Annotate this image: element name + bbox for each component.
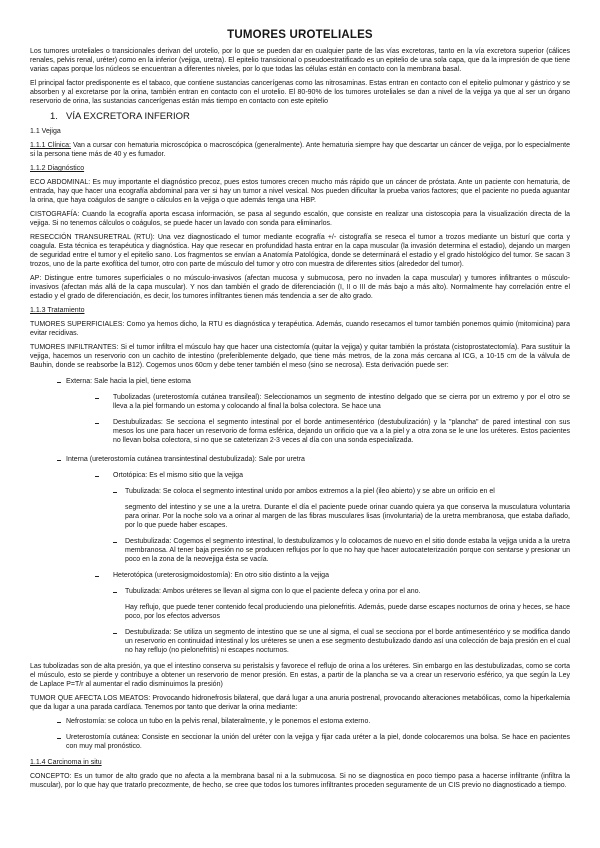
destubulizadas-text: Se secciona el segmento intestinal por el borde antimesentérico (destubulización) y la "plancha" de pared intestinal con sus mesos los une para hacer un reservorio de forma esférica, dejando un orificio que va a la piel y a otra zona se le une los uréteres. Estos pacientes no llevan bolsa colectora, si no que se cateterizan 2-3 veces al día con una sonda especializada.: [113, 419, 570, 444]
destubulizadas-label: Destubulizadas:: [113, 419, 163, 426]
orto-tubulizada-label: Tubulizada:: [125, 488, 161, 495]
eco-text: Es muy importante el diagnóstico precoz, pues estos tumores crecen mucho más rápido que un cáncer de próstata. Ante un paciente con hematuria, de entrada, hay que hacer una ecografía abdominal para ver si hay un tumor a nivel vesical. Nos pueden dificultar la prueba varios factores; que el paciente no pueda aguantar la orina, que haya coágulos de sangre o cálculos en la vejiga o que además tenga una HBP.: [30, 179, 571, 204]
orto-destubulizada-text: Cogemos el segmento intestinal, lo destubulizamos y lo colocamos de nuevo en el sitio donde estaba la vejiga unida a la uretra membranosa. Al tener baja presión no se producen reflujos por lo que no hay que hacer autocateterización porque con sentarse y presionar un poco en la zona de la neovejiga ésta se vacía.: [125, 538, 570, 563]
cistografia-text: Cuando la ecografía aporta escasa información, se pasa al segundo escalón, que consiste en realizar una cistoscopia para la visualización directa de la vejiga. Si no tenemos cálculos o coágulos, se puede hacer un lavado con sonda para eliminarlos.: [30, 211, 570, 227]
rtu-label: RESECCIÓN TRANSURETRAL (RTU):: [30, 234, 155, 241]
rtu-paragraph: [30, 233, 570, 269]
list-item-externa: [30, 377, 570, 386]
list-item-interna: [30, 455, 570, 464]
list-item-ureterostomia: [30, 733, 570, 751]
externa-label: Externa:: [66, 378, 93, 385]
heterotopica-text: En otro sitio distinto a la vejiga: [234, 572, 329, 579]
hetero-tubulizada-text: Ambos uréteres se llevan al sigma con lo que el paciente defeca y orina por el ano.: [162, 588, 421, 595]
meatos-text: Provocando hidronefrosis bilateral, que dará lugar a una anuria postrenal, provocando alteraciones metabólicas, como la hiperkalemia que da lugar a una parada cardíaca. Tenemos por tanto que derivar la orina mediante:: [30, 695, 571, 711]
meatos-label: TUMOR QUE AFECTA LOS MEATOS:: [30, 695, 151, 702]
subsection-heading-vejiga: 1.1 Vejiga: [30, 128, 61, 135]
concepto-label: CONCEPTO:: [30, 773, 72, 780]
ap-paragraph: [30, 274, 570, 301]
clinica-label: 1.1.1 Clínica:: [30, 142, 71, 149]
superficiales-label: TUMORES SUPERFICIALES:: [30, 321, 125, 328]
eco-paragraph: [30, 178, 570, 205]
concepto-paragraph: [30, 772, 570, 790]
heterotopica-label: Heterotópica (ureterosigmoidostomía):: [113, 572, 233, 579]
list-item-heterotopica-tubulizada-continuation: Hay reflujo, que puede tener contenido fecal produciendo una pielonefritis. Además, puede darse escapes nocturnos de orina y heces, se hace poco, por los efectos adversos: [125, 604, 570, 620]
document-title: TUMORES UROTELIALES: [227, 29, 373, 41]
list-item-nefrostomia: [30, 717, 570, 726]
list-item-ortotopica-tubulizada-continuation: segmento del intestino y se une a la uretra. Durante el día el paciente puede orinar cuando quiera ya que conserva la musculatura voluntaria para orinar. Por la noche solo va a orinar al margen de las fibras musculares lisas (involuntaria) de la uretra membranosa, que estaba dañado, por lo que puede haber escapes.: [125, 504, 570, 529]
ortotopica-text: Es el mismo sitio que la vejiga: [149, 472, 243, 479]
concepto-text: Es un tumor de alto grado que no afecta a la membrana basal ni a la submucosa. Si no se diagnostica en poco tiempo pasa a hacerse infiltrante (infiltra la muscular), por lo que hay que tratarlo precozmente, de hecho, se cree que todos los tumores infiltrantes proceden seguramente de un CIS previo no diagnosticado a tiempo.: [30, 773, 570, 789]
clinica-paragraph: [30, 141, 570, 159]
hetero-destubulizada-text: Se utiliza un segmento de intestino que se une al sigma, el cual se secciona por el borde antimesentérico y se modifica dando un reservorio en continuidad intestinal y los uréteres se unen a ese segmento destubulizado dando así una colección de baja presión en el cual no hay reflujo (no pielonefritis) ni escapes nocturnos.: [125, 629, 570, 654]
superficiales-text: Como ya hemos dicho, la RTU es diagnóstica y terapéutica. Además, cuando resecamos el tumor también ponemos quimio (mitomicina) para evitar recidivas.: [30, 321, 570, 337]
orto-destubulizada-label: Destubulizada:: [125, 538, 172, 545]
list-item-heterotopica-tubulizada: [30, 587, 570, 596]
infiltrantes-text: Si el tumor infiltra el músculo hay que hacer una cistectomía (quitar la vejiga) y quitar también la próstata (cistoprostatectomía). Para sustituir la vejiga, hacemos un reservorio con un cachito de intestino (preferiblemente delgado, que tiene más metros, de la zona más cercana al ICG, a 10-15 cm de la válvula de Bauhin, donde se reabsorbe la B12). Cogemos unos 60cm y debe tener también el meso (sino se necrosa). Esta derivación puede ser:: [30, 344, 570, 369]
tratamiento-heading: 1.1.3 Tratamiento: [30, 307, 85, 314]
tubulizadas-text: Seleccionamos un segmento de intestino delgado que se cierra por un extremo y por el otro se lleva a la piel formando un estoma y colocando al final la bolsa colectora. Se hace una: [113, 394, 570, 410]
section-title: VÍA EXCRETORA INFERIOR: [66, 111, 190, 122]
ap-text: Distingue entre tumores superficiales o no músculo-invasivos (afectan mucosa y submucosa, pero no invaden la capa muscular) y tumores infiltrantes o músculo-invasivos (afectan más allá de la capa muscular). Y nos dan también el grado de diferenciación (I, II o III de más bajo a más alto). Normalmente hay correlación entre el estadio y el grado de diferenciación, es decir, los tumores infiltrantes tienen más tendencia a ser de alto grado.: [30, 275, 571, 300]
eco-label: ECO ABDOMINAL:: [30, 179, 91, 186]
intro-paragraph-1: Los tumores uroteliales o transicionales derivan del urotelio, por lo que se pueden dar en cualquier parte de las vías excretoras, tanto en la vía excretora superior (cálices renales, pelvis renal, uréter) como en la inferior (vejiga, uretra). El epitelio transicional o pseudoestratificado es un epitelio de una sola capa, que da la impresión de que tiene varias capas porque los núcleos se encuentran a diferentes niveles, por lo que todas las células están en contacto con la membrana basal.: [30, 48, 570, 73]
orto-tubulizada-text: Se coloca el segmento intestinal unido por ambos extremos a la piel (ileo abierto) y se abre un orificio en el: [162, 488, 495, 495]
tubulizadas-label: Tubolizadas (ureterostomía cutánea transileal):: [113, 394, 262, 401]
nefrostomia-text: se coloca un tubo en la pelvis renal, bilateralmente, y le ponemos el estoma externo.: [108, 718, 371, 725]
list-item-ortotopica: [30, 471, 570, 480]
section-number: 1.: [50, 111, 58, 122]
section-heading-via-excretora: [50, 111, 570, 123]
presion-note-paragraph: Las tubolizadas son de alta presión, ya que el intestino conserva su peristalsis y favorece el reflujo de orina a los uréteres. Sin embargo en las destubulizadas, como se corta el músculo, esto se pierde y contribuye a obtener un reservorio de menor presión. En estas, a partir de la plancha se va a crear un reservorio esférico, ya que según la Ley de Laplace P=T/r al aumentar el radio disminuimos la presión): [30, 663, 570, 688]
ureterostomia-label: Ureterostomía cutánea:: [66, 734, 140, 741]
hetero-destubulizada-label: Destubulizada:: [125, 629, 172, 636]
infiltrantes-label: TUMORES INFILTRANTES:: [30, 344, 119, 351]
interna-label: Interna (ureterostomía cutánea transintestinal destubulizada):: [66, 456, 257, 463]
cistografia-paragraph: [30, 210, 570, 228]
diagnostico-heading: 1.1.2 Diagnóstico: [30, 165, 85, 172]
interna-text: Sale por uretra: [258, 456, 305, 463]
list-item-ortotopica-destubulizada: [30, 537, 570, 564]
externa-text: Sale hacia la piel, tiene estoma: [94, 378, 191, 385]
hetero-tubulizada-label: Tubulizada:: [125, 588, 161, 595]
nefrostomia-label: Nefrostomía:: [66, 718, 107, 725]
superficiales-paragraph: [30, 320, 570, 338]
ortotopica-label: Ortotópica:: [113, 472, 148, 479]
ap-label: AP:: [30, 275, 42, 282]
list-item-heterotopica-destubulizada: [30, 628, 570, 655]
list-item-ortotopica-tubulizada: [30, 487, 570, 496]
intro-paragraph-2: El principal factor predisponente es el tabaco, que contiene sustancias cancerígenas como las nitrosaminas. Estas entran en contacto con el epitelio pulmonar y gástrico y se absorben y al excretarse por la orina, también entran en contacto con el urotelio. El 80-90% de los tumores uroteliales se dan a nivel de la vejiga ya que al ser un órgano reservorio de orina, las sustancias cancerígenas están más tiempo en contacto con este epitelio: [30, 80, 570, 105]
list-item-tubulizadas: [30, 393, 570, 411]
ureterostomia-text: Consiste en seccionar la unión del uréter con la vejiga y fijar cada uréter a la piel, donde colocaremos una bolsa. Se hace en pacientes con muy mal pronóstico.: [66, 734, 570, 750]
clinica-text: Van a cursar con hematuria microscópica o macroscópica (generalmente). Ante hematuria siempre hay que descartar un cáncer de vejiga, por lo especialmente si la persona tiene más de 40 y es fumador.: [30, 142, 570, 158]
list-item-heterotopica: [30, 571, 570, 580]
cis-heading: 1.1.4 Carcinoma in situ: [30, 759, 102, 766]
list-item-destubulizadas: [30, 418, 570, 445]
meatos-paragraph: [30, 694, 570, 712]
rtu-text: Una vez diagnosticado el tumor mediante ecografía +/- cistografía se reseca el tumor a trozos mediante un bisturí que corta y coagula. Esta técnica es terapéutica y diagnóstica. Hay que resecar en profundidad hasta entrar en la capa muscular (la invasión determina el estadio), dejando un margen de seguridad entre el tumor y el epitelio sano. Los fragmentos se envían a Anatomía Patológica, donde se determinará el estadio y el grado histológico del tumor. Se sacan 3 trozos, uno de la parte exofítica del tumor, otro con parte de músculo del tumor y otro con muestra de diferentes sitios (alrededor del tumor).: [30, 234, 570, 268]
cistografia-label: CISTOGRAFÍA:: [30, 211, 80, 218]
infiltrantes-paragraph: [30, 343, 570, 370]
